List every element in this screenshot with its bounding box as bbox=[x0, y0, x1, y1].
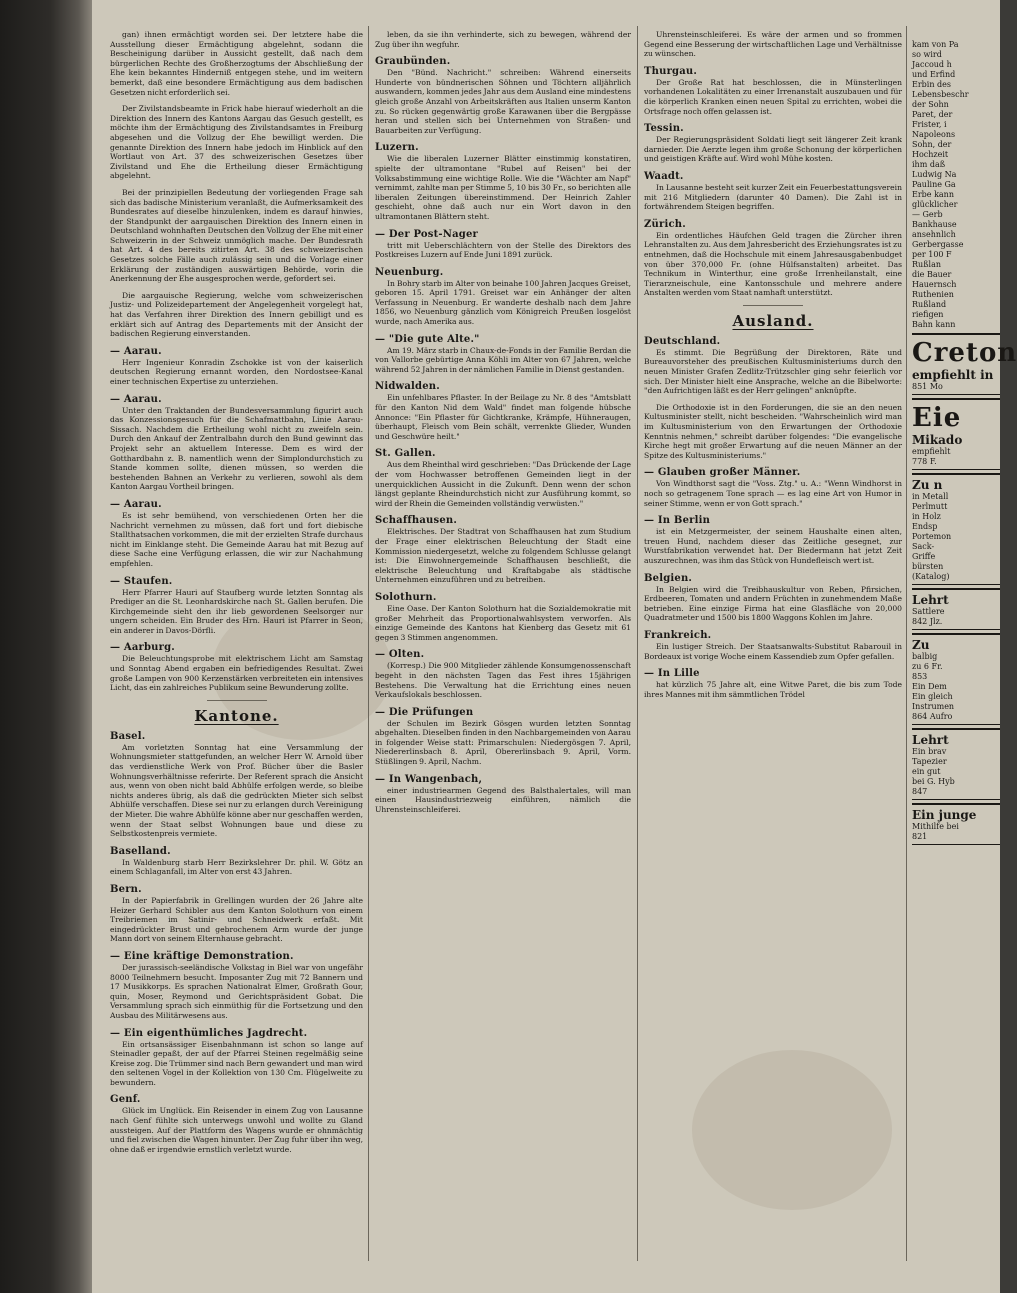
ad-border bbox=[912, 394, 1000, 395]
ad-text-line: Griffe bbox=[912, 552, 936, 561]
ad-text-line: Sattlere bbox=[912, 607, 945, 616]
cropped-text-line: glücklicher bbox=[912, 200, 958, 209]
news-text: Eine Oase. Der Kanton Solothurn hat die Sozialdemokratie mit großer Mehrheit das Proportionalwahlsystem verworfen. Als einzige Gemeinde des Kantons hat Kienberg das Gesetz mit 61 gegen 3 Stimmen angenommen. bbox=[375, 603, 631, 642]
cropped-text-line: Sohn, der bbox=[912, 140, 952, 149]
news-text: Herr Pfarrer Hauri auf Staufberg wurde letzten Sonntag als Prediger an die St. Leonhardskirche nach St. Gallen berufen. Die Kirchgemeinde sieht den ihr lieb gewordenen Seelsorger nur ungern scheiden. Ein Bruder des Hrn. Hauri ist Pfarrer in Seon, ein anderer in Davos-Dörfli. bbox=[110, 587, 363, 635]
ad-text-line: Mithilfe bei bbox=[912, 822, 959, 831]
cropped-text-line: Jaccoud h bbox=[912, 60, 952, 69]
ad-text-line: Lehrt bbox=[912, 733, 949, 747]
news-item bbox=[375, 56, 631, 135]
newspaper-page bbox=[92, 0, 1017, 1293]
ad-border bbox=[912, 728, 1000, 730]
cropped-text-line: ihm daß bbox=[912, 160, 946, 169]
news-text: Der Zivilstandsbeamte in Frick habe hierauf wiederholt an die Direktion des Innern des Kantons Aargau das Gesuch gestellt, es möchte ihm der Ermächtigung des Zivilstandsamtes in Freiburg abgesehen und die Vollzug der Ehe bewilligt werden. Die genannte Direktion des Innern habe jedoch im Hinblick auf den Wortlaut von Art. 37 des schweizerischen Gesetzes über Zivilstand und Ehe die Ertheilung dieser Ermächtigung abgelehnt. bbox=[110, 104, 363, 181]
news-text: Herr Ingenieur Konradin Zschokke ist von der kaiserlich deutschen Regierung ernannt worden, den Nordostsee-Kanal einer technischen Expertise zu unterziehen. bbox=[110, 357, 363, 386]
ad-text-line: zu 6 Fr. bbox=[912, 662, 943, 671]
news-text: Glück im Unglück. Ein Reisender in einem Zug von Lausanne nach Genf fühlte sich unterwegs unwohl und wollte zu Gland aussteigen. Auf der Plattform des Wagens wurde er ohnmächtig und fiel zwischen die Wagen hinunter. Der Zug fuhr über ihn weg, ohne daß er irgendwie ernstlich verletzt wurde. bbox=[110, 1106, 363, 1154]
cropped-text-line: Hauernsch bbox=[912, 280, 957, 289]
section-separator bbox=[743, 305, 803, 306]
column-rule bbox=[368, 26, 369, 1261]
news-item bbox=[644, 630, 902, 661]
cropped-text-line: Rußlan bbox=[912, 260, 941, 269]
news-text: Der Regierungspräsident Soldati liegt seit längerer Zeit krank darnieder. Die Aerzte legen ihm große Schonung der körperlichen und geistigen Kräfte auf. Wird wohl Mühe kosten. bbox=[644, 135, 902, 164]
news-item bbox=[375, 774, 631, 815]
ad-text-line: 821 bbox=[912, 832, 928, 841]
news-text: der Schulen im Bezirk Gösgen wurden letzten Sonntag abgehalten. Dieselben finden in den Nachbargemeinden von Aarau in folgender Weise statt: Primarschulen: Niedergösgen 7. April, Niedererlinsbach 8. April, Obererlinsbach 9. April, Vorm. Stüßlingen 9. April, Nachm. bbox=[375, 718, 631, 767]
news-text: Den "Bünd. Nachricht." schreiben: Während einerseits Hunderte von bündnerischen Söhnen und Töchtern alljährlich auswandern, kommen jedes Jahr aus dem Ausland eine mindestens gleich große Anzahl von Arbeitskräften aus Italien unserm Kanton zu. So rücken gegenwärtig große Karawanen über die Bergpässe heran und stellen sich bei Unternehmen von Straßen- und Bauarbeiten zur Verfügung. bbox=[375, 68, 631, 135]
news-dateline: — Die Prüfungen bbox=[375, 706, 474, 718]
section-heading-ausland: Ausland. bbox=[732, 311, 814, 330]
cropped-text-line: so wird bbox=[912, 50, 942, 59]
cropped-text-line: Rußland bbox=[912, 300, 947, 309]
ad-border bbox=[912, 799, 1000, 800]
ad-border bbox=[912, 633, 1000, 635]
news-dateline: Deutschland. bbox=[644, 335, 721, 347]
news-text: Es ist sehr bemühend, von verschiedenen Orten her die Nachricht vernehmen zu müssen, daß fort und fort diebische Stallthatsachen vorkommen, die mit der erzielten Strafe durchaus nicht im Einklange steht. Die Gemeinde Aarau hat mit Bezug auf diese Sache eine Verfügung erlassen, die wir zur Nachahmung empfehlen. bbox=[110, 510, 363, 568]
news-item bbox=[110, 1028, 363, 1088]
ad-text-line: empfiehlt bbox=[912, 447, 951, 456]
news-item bbox=[375, 448, 631, 508]
news-item bbox=[375, 515, 631, 585]
news-item bbox=[110, 884, 363, 944]
news-text: In Waldenburg starb Herr Bezirkslehrer Dr. phil. W. Götz an einem Schlaganfall, im Alter von erst 43 Jahren. bbox=[110, 857, 363, 877]
news-item bbox=[375, 142, 631, 221]
cropped-text-line: Ludwig Na bbox=[912, 170, 957, 179]
news-item bbox=[110, 731, 363, 839]
ad-text-line: Ein gleich bbox=[912, 692, 953, 701]
news-text: Es stimmt. Die Begrüßung der Direktoren, Räte und Bureauvorsteher des preußischen Kultusministeriums durch den neuen Minister Grafen Zedlitz-Trützschler ging sehr feierlich vor sich. Der Minister hielt eine Ansprache, welche an die Bibelworte: "den Aufrichtigen läßt es der Herr gelingen" anknüpfte. bbox=[644, 347, 902, 396]
news-dateline: Tessin. bbox=[644, 123, 684, 135]
cropped-text-line: Gerbergasse bbox=[912, 240, 964, 249]
news-item bbox=[110, 1094, 363, 1154]
news-dateline: Frankreich. bbox=[644, 629, 712, 641]
news-text: Die aargauische Regierung, welche vom schweizerischen Justiz- und Polizeidepartement der Angelegenheit vorgelegt hat, hat das Verfahren ihrer Direktion des Innern gebilligt und es erklärt sich auf Antrag des Departements mit der Ansicht der badischen Regierung einverstanden. bbox=[110, 290, 363, 339]
ad-text-line: Portemon bbox=[912, 532, 952, 541]
news-text: Am vorletzten Sonntag hat eine Versammlung der Wohnungsmieter stattgefunden, an welcher Herr W. Arnold über das verdienstliche Werk von Prof. Bücher über die Basler Wohnungsverhältnisse referirte. Der Referent sprach die Ansicht aus, wenn von oben nicht bald Abhülfe erfolgen werde, so bleibe nichts anderes übrig, als daß die gedrückten Mieter sich selbst Abhülfe verschaffen. Diese sei nur zu erlangen durch Vereinigung der Mieter. Die wahre Abhülfe könne aber nur geschaffen werden, wenn der Staat selbst Wohnungen baue und diese zu Selbstkostenpreis vermiete. bbox=[110, 742, 363, 839]
news-dateline: — Ein eigenthümliches Jagdrecht. bbox=[110, 1027, 308, 1039]
ad-text-line: Ein junge bbox=[912, 808, 977, 822]
news-dateline: Basel. bbox=[110, 730, 146, 742]
news-item bbox=[644, 171, 902, 212]
ad-text-line: in Holz bbox=[912, 512, 941, 521]
news-item bbox=[644, 515, 902, 565]
news-text: Ein lustiger Streich. Der Staatsanwalts-Substitut Rabarouil in Bordeaux ist vorige Woche einem Kassendieb zum Opfer gefallen. bbox=[644, 641, 902, 661]
ad-headline: Eie bbox=[912, 403, 962, 433]
cropped-text-line: Paret, der bbox=[912, 110, 953, 119]
news-item bbox=[644, 668, 902, 699]
news-item bbox=[375, 381, 631, 441]
news-item bbox=[375, 229, 631, 260]
ad-text-line: 853 bbox=[912, 672, 928, 681]
cropped-text-line: der Sohn bbox=[912, 100, 949, 109]
ad-text-line: Instrumen bbox=[912, 702, 955, 711]
ad-text-line: (Katalog) bbox=[912, 572, 950, 581]
news-item bbox=[110, 576, 363, 636]
news-item bbox=[375, 267, 631, 327]
section-separator bbox=[207, 700, 267, 701]
news-text: Elektrisches. Der Stadtrat von Schaffhausen hat zum Studium der Frage einer elektrischen Beleuchtung der Stadt eine Kommission niedergesetzt, welche zu folgendem Schlusse gelangt ist: Die Einwohnergemeinde Schaffhausen beschließt, die elektrische Beleuchtung und Kraftabgabe als städtische Unternehmen einzuführen und zu betreiben. bbox=[375, 527, 631, 585]
ad-text-line: Lehrt bbox=[912, 593, 949, 607]
news-item bbox=[110, 104, 363, 181]
ad-border bbox=[912, 398, 1000, 400]
news-text: Am 19. März starb in Chaux-de-Fonds in der Familie Berdan die von Vallorbe gebürtige Anna Köhli im Alter von 67 Jahren, welche während 52 Jahren in der nämlichen Familie in Dienst gestanden. bbox=[375, 345, 631, 374]
news-text: In Belgien wird die Treibhauskultur von Reben, Pfirsichen, Erdbeeren, Tomaten und andern Früchten in zunehmendem Maße betrieben. Eine einzige Firma hat eine Glasfläche von 20,000 Quadratmeter und 1500 bis 1800 Waggons Kohlen im Jahre. bbox=[644, 584, 902, 623]
ad-text-line: in Metall bbox=[912, 492, 949, 501]
news-item bbox=[644, 219, 902, 298]
ad-border bbox=[912, 724, 1000, 725]
ad-text-line: 851 Mo bbox=[912, 382, 943, 391]
ad-text-line: bürsten bbox=[912, 562, 944, 571]
news-text: Bei der prinzipiellen Bedeutung der vorliegenden Frage sah sich das badische Ministerium veranlaßt, die Aufmerksamkeit des Bundesrates auf dieselbe hinzulenken, indem es darauf hinwies, der Standpunkt der aargauischen Direktion des Innern einen in Deutschland wohnhaften Deutschen den Vollzug der Ehe mit einer Schweizerin in der Schweiz unmöglich mache. Der Bundesrath hat Art. 4 des bereits zitirten Art. 38 des schweizerischen Gesetzes solche Fälle auch zulässig sein und die Vorlage einer Erklärung der zuständigen auswärtigen Behörde, vorin die Anerkennung der Ehe ausgesprochen werde, gefordert sei. bbox=[110, 187, 363, 284]
ad-text-line: Sack- bbox=[912, 542, 935, 551]
column-4-cropped bbox=[912, 40, 1017, 1260]
news-item bbox=[644, 123, 902, 164]
cropped-text-line: kam von Pa bbox=[912, 40, 959, 49]
news-text: Ein unfehlbares Pflaster. In der Beilage zu Nr. 8 des "Amtsblatt für den Kanton Nid dem Wald" findet man folgende hübsche Annonce: "Ein Pflaster für Gichtkranke, Krämpfe, Hühneraugen, überhaupt, Fleisch vom Bein schält, verrenkte Glieder, Wunden und Geschwüre heilt." bbox=[375, 393, 631, 441]
news-text: Unter den Traktanden der Bundesversammlung figurirt auch das Konzessionsgesuch für die Schafmattbahn, Linie Aarau-Sissach. Nachdem die Ertheilung wohl nicht zu zweifeln sein. Durch den Ankauf der Zentralbahn durch den Bund gewinnt das Projekt sehr an aktuellem Interesse. Dem es wird der Gotthardbahn z. B. namentlich wenn der Simplondurchstich zu Stande kommen sollte, dienen müssen, so werden die bestehenden Bahnen an Verkehr zu verlieren, sowohl als dem Kanton Aargau Vortheil bringen. bbox=[110, 405, 363, 492]
cropped-text-line: ansehnlich bbox=[912, 230, 956, 239]
news-text: hat kürzlich 75 Jahre alt, eine Witwe Paret, die bis zum Tode ihres Mannes mit ihm sämmtlichen Trödel bbox=[644, 680, 902, 699]
ad-text-line: Endsp bbox=[912, 522, 938, 531]
news-dateline: — Aarburg. bbox=[110, 642, 175, 654]
news-item bbox=[644, 336, 902, 396]
news-text: Von Windthorst sagt die "Voss. Ztg." u. A.: "Wenn Windhorst in noch so getragenem Tone sprach — es lag eine Art von Humor in seiner Stimme, wenn er von Gott sprach." bbox=[644, 479, 902, 508]
news-dateline: Nidwalden. bbox=[375, 381, 440, 393]
news-item bbox=[375, 334, 631, 375]
news-dateline: — "Die gute Alte." bbox=[375, 333, 480, 345]
ad-border bbox=[912, 629, 1000, 630]
news-text: einer industriearmen Gegend des Balsthalertales, will man einen Hausindustriezweig einführen, nämlich die Uhrensteinschleiferei. bbox=[375, 785, 631, 814]
ad-text-line: ein gut bbox=[912, 767, 941, 776]
ad-text-line: balbig bbox=[912, 652, 938, 661]
news-text: In der Papierfabrik in Grellingen wurden der 26 Jahre alte Heizer Gerhard Schibler aus dem Kanton Solothurn von einem Treibriemen im Satinir- und Schneidwerk erfaßt. Mit eingedrückter Brust und gebrochenem Arm wurde der junge Mann dort von seinem Elternhause gebracht. bbox=[110, 895, 363, 944]
ad-border bbox=[912, 333, 1000, 335]
news-item bbox=[644, 66, 902, 116]
news-item bbox=[375, 30, 631, 49]
cropped-text-line: Erbe kann bbox=[912, 190, 954, 199]
news-dateline: Zürich. bbox=[644, 218, 686, 230]
ad-text-line: Zu bbox=[912, 638, 930, 652]
news-item bbox=[375, 592, 631, 642]
news-item bbox=[110, 30, 363, 97]
news-dateline: Bern. bbox=[110, 883, 142, 895]
news-item bbox=[644, 403, 902, 461]
cropped-text-line: und Erfind bbox=[912, 70, 956, 79]
news-dateline: Waadt. bbox=[644, 170, 684, 182]
news-item bbox=[110, 394, 363, 492]
news-text: Ein ordentliches Häufchen Geld tragen die Zürcher ihren Lehranstalten zu. Aus dem Jahresbericht des Erziehungsrates ist zu entnehmen, daß die Hochschule mit einem Jahresausgabenbudget von über 370,000 Fr. (ohne Hülfsanstalten) arbeitet. Das Technikum in Winterthur, eine große Irrenheilanstalt, eine Tierarzneischule, eine Kantonsschule und mehrere andere Anstalten werden vom Staat namhaft unterstützt. bbox=[644, 230, 902, 298]
ad-text-line: empfiehlt in bbox=[912, 368, 994, 382]
news-item bbox=[110, 291, 363, 339]
news-item bbox=[110, 846, 363, 877]
news-item bbox=[110, 188, 363, 284]
news-dateline: Schaffhausen. bbox=[375, 515, 458, 527]
ad-text-line: Ein Dem bbox=[912, 682, 947, 691]
cropped-text-line: riefigen bbox=[912, 310, 944, 319]
ad-text-line: 864 Aufro bbox=[912, 712, 953, 721]
news-dateline: Baselland. bbox=[110, 845, 171, 857]
cropped-text-line: Hochzeit bbox=[912, 150, 949, 159]
news-dateline: Belgien. bbox=[644, 572, 693, 584]
column-1 bbox=[110, 30, 363, 1250]
news-text: Die Orthodoxie ist in den Forderungen, die sie an den neuen Kultusminister stellt, nicht bescheiden. "Wahrscheinlich wird man im Kultusministerium von den Erwartungen der Orthodoxie Kenntnis nehmen," schreibt darüber folgendes: "Die evangelische Kirche hegt mit großer Erwartung auf die neuen Männer an der Spitze des Kultusministeriums." bbox=[644, 402, 902, 460]
ad-border bbox=[912, 473, 1000, 475]
news-text: tritt mit Ueberschlächtern von der Stelle des Direktors des Postkreises Luzern auf Ende Juni 1891 zurück. bbox=[375, 240, 631, 260]
news-item bbox=[375, 707, 631, 767]
news-item bbox=[110, 346, 363, 387]
news-dateline: Graubünden. bbox=[375, 56, 451, 68]
news-item bbox=[110, 951, 363, 1021]
news-dateline: Luzern. bbox=[375, 142, 419, 154]
news-dateline: Neuenburg. bbox=[375, 266, 444, 278]
cropped-text-line: Frister, i bbox=[912, 120, 947, 129]
cropped-text-line: Erbin des bbox=[912, 80, 951, 89]
cropped-text-line: — Gerb bbox=[912, 210, 943, 219]
news-text: Aus dem Rheinthal wird geschrieben: "Das Drückende der Lage der vom Hochwasser betroffenen Gemeinden liegt in der unerquicklichen Aussicht in die Zukunft. Denn wenn der schon längst geplante Rheindurchstich nicht zur Ausführung kommt, so wird der Rhein die Gemeinden vollständig verwüsten." bbox=[375, 460, 631, 508]
news-dateline: Thurgau. bbox=[644, 65, 698, 77]
cropped-text-line: Napoleons bbox=[912, 130, 956, 139]
ad-border bbox=[912, 469, 1000, 470]
news-dateline: — Staufen. bbox=[110, 575, 173, 587]
news-dateline: Solothurn. bbox=[375, 591, 437, 603]
news-text: (Korresp.) Die 900 Mitglieder zählende Konsumgenossenschaft begeht in den nächsten Tagen das Fest ihres 15jährigen Bestehens. Die Verwaltung hat die Errichtung eines neuen Verkaufslokals beschlossen. bbox=[375, 661, 631, 700]
news-text: Die Beleuchtungsprobe mit elektrischem Licht am Samstag und Sonntag Abend ergaben ein befriedigendes Resultat. Zwei große Lampen von 900 Kerzenstärken verbreiteten ein intensives Licht, das ein zahlreiches Publikum seine Bewunderung zollte. bbox=[110, 654, 363, 693]
column-2 bbox=[375, 30, 631, 1250]
cropped-text-line: Bahn kann bbox=[912, 320, 956, 329]
news-dateline: — In Berlin bbox=[644, 515, 711, 527]
news-dateline: — In Lille bbox=[644, 668, 700, 680]
news-dateline: — Glauben großer Männer. bbox=[644, 467, 801, 479]
cropped-text-line: Pauline Ga bbox=[912, 180, 956, 189]
section-heading-kantone: Kantone. bbox=[194, 706, 279, 725]
news-text: leben, da sie ihn verhinderte, sich zu bewegen, während der Zug über ihn wegfuhr. bbox=[375, 30, 631, 49]
news-text: gan) ihnen ermächtigt worden sei. Der letztere habe die Ausstellung dieser Ermächtigung abgelehnt, sodann die Bescheinigung darüber in Aussicht gestellt, daß nach dem bürgerlichen Rechte des Großherzogtums der Abschließung der Ehe kein bekanntes Hinderniß entgegen stehe, und im weitern bemerkt, daß eine besondere Ermächtigung aus dem badischen Gesetzen nicht erforderlich sei. bbox=[110, 30, 363, 97]
news-dateline: — Aarau. bbox=[110, 345, 162, 357]
news-item bbox=[375, 649, 631, 699]
ad-text-line: Zu n bbox=[912, 478, 943, 492]
ad-text-line: Perlmutt bbox=[912, 502, 948, 511]
news-text: Wie die liberalen Luzerner Blätter einstimmig konstatiren, spielte der ultramontane "Rubel auf Reisen" bei der Volksabstimmung eine wichtige Rolle. Wie die "Wächter am Napf" vernimmt, zahlte man per Stimme 5, 10 bis 30 Fr., so berichten alle liberalen Zeitungen übereinstimmend. Der Heinrich Zahler geschieht, ohne daß auch nur ein Wort davon in den ultramontanen Blättern steht. bbox=[375, 154, 631, 221]
news-item bbox=[644, 30, 902, 59]
cropped-text-line: Ruthenien bbox=[912, 290, 954, 299]
news-dateline: — Aarau. bbox=[110, 498, 162, 510]
news-dateline: — Olten. bbox=[375, 649, 425, 661]
cropped-text-line: Lebensbeschr bbox=[912, 90, 969, 99]
ad-border bbox=[912, 844, 1000, 845]
ad-text-line: 778 F. bbox=[912, 457, 937, 466]
news-text: In Lausanne besteht seit kurzer Zeit ein Feuerbestattungsverein mit 216 Mitgliedern (darunter 40 Damen). Die Zahl ist in fortwährendem Steigen begriffen. bbox=[644, 182, 902, 212]
news-item bbox=[644, 573, 902, 623]
ad-text-line: Ein brav bbox=[912, 747, 947, 756]
column-rule bbox=[906, 26, 907, 1261]
news-text: Der Große Rat hat beschlossen, die in Münsterlingen vorhandenen Lokalitäten zu einer Irrenanstalt auszubauen und für die körperlich Kranken einen neuen Spital zu errichten, wobei die Ortsfrage noch offen gelassen ist. bbox=[644, 77, 902, 116]
news-text: Der jurassisch-seeländische Volkstag in Biel war von ungefähr 8000 Teilnehmern besucht. Imposanter Zug mit 72 Bannern und 17 Musikkorps. Es sprachen Nationalrat Elmer, Großrath Gour, quin, Moser, Reymond und Gerichtspräsident Gobat. Die Versammlung sprach sich einmüthig für die Fortsetzung und den Ausbau des Militärwesens aus. bbox=[110, 962, 363, 1020]
cropped-text-line: Bankhause bbox=[912, 220, 957, 229]
news-dateline: Genf. bbox=[110, 1094, 141, 1106]
news-item bbox=[110, 499, 363, 569]
ad-text-line: Mikado bbox=[912, 433, 963, 447]
ad-text-line: 842 Jlz. bbox=[912, 617, 943, 626]
news-dateline: — Aarau. bbox=[110, 393, 162, 405]
ad-headline: Creton bbox=[912, 338, 1017, 368]
news-dateline: — Eine kräftige Demonstration. bbox=[110, 950, 294, 962]
column-rule bbox=[637, 26, 638, 1261]
binding-gutter bbox=[0, 0, 92, 1293]
news-dateline: — Der Post-Nager bbox=[375, 228, 479, 240]
news-text: In Bohry starb im Alter von beinahe 100 Jahren Jacques Greiset, geboren 15. April 1791. Greiset war ein Anhänger der alten Verfassung in Neuenburg. Er wanderte deshalb nach dem Jahre 1856, wo Neuenburg gänzlich vom Königreich Preußen losgelöst wurde, nach Amerika aus. bbox=[375, 278, 631, 327]
ad-text-line: 847 bbox=[912, 787, 928, 796]
news-dateline: — In Wangenbach, bbox=[375, 773, 483, 785]
news-text: Uhrensteinschleiferei. Es wäre der armen und so frommen Gegend eine Besserung der wirtschaftlichen Lage und Verhältnisse zu wünschen. bbox=[644, 30, 902, 59]
news-item bbox=[644, 467, 902, 508]
news-dateline: St. Gallen. bbox=[375, 448, 436, 460]
ad-border bbox=[912, 588, 1000, 590]
news-text: Ein ortsansässiger Eisenbahnmann ist schon so lange auf Steinadler gepaßt, der auf der Pfarrei Steinen regelmäßig seine Kreise zog. Die Trümmer sind nach Bern gewandert und man wird den seltenen Vogel in der Kollektion von 130 Cm. Flügelweite zu bewundern. bbox=[110, 1039, 363, 1087]
cropped-text-line: die Bauer bbox=[912, 270, 952, 279]
ad-text-line: bei G. Hyb bbox=[912, 777, 955, 786]
ad-text-line: Tapezier bbox=[912, 757, 947, 766]
column-3 bbox=[644, 30, 902, 1250]
news-item bbox=[110, 642, 363, 692]
ad-border bbox=[912, 803, 1000, 805]
ad-border bbox=[912, 584, 1000, 585]
news-text: ist ein Metzgermeister, der seinem Haushalte einen alten, treuen Hund, nachdem dieser das Zeitliche gesegnet, zur Wurstfabrikation verwendet hat. Der Biedermann hat jetzt Zeit auszurechnen, was ihm das Stück von Hundefleisch wert ist. bbox=[644, 527, 902, 565]
cropped-text-line: per 100 F bbox=[912, 250, 952, 259]
